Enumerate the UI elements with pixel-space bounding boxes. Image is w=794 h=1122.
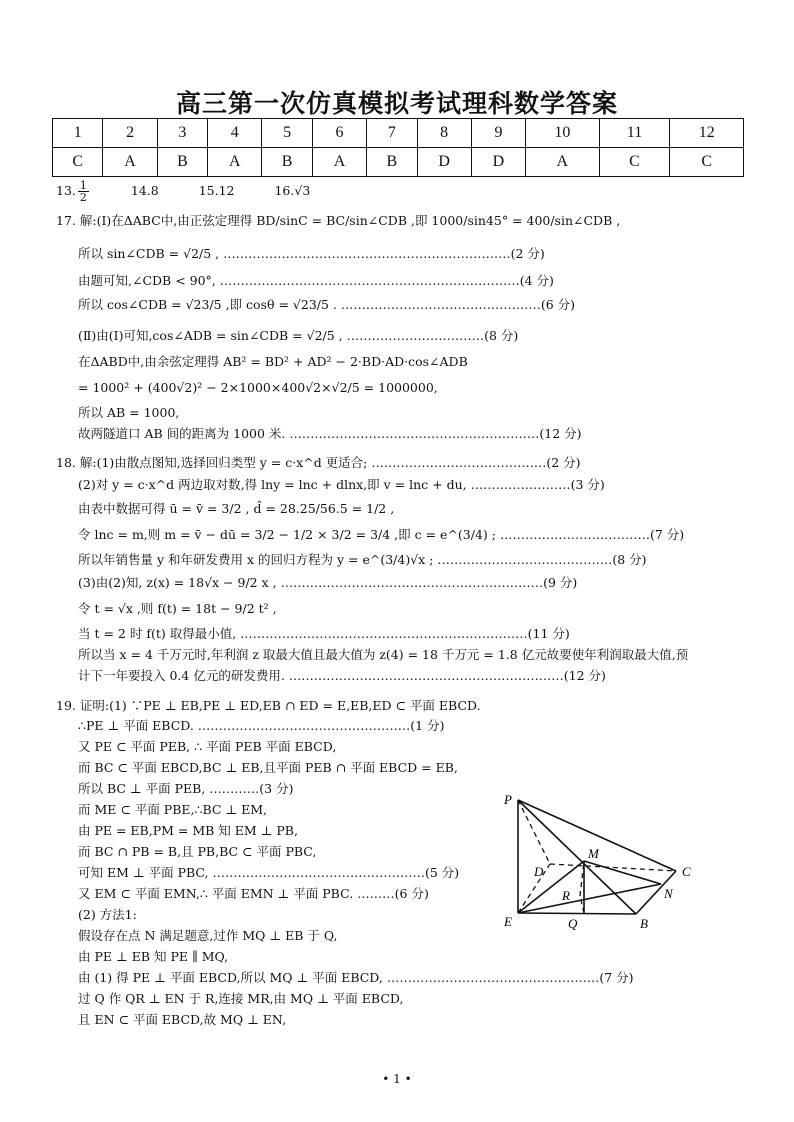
answer-letter-cell: A [208,148,262,177]
label-d: D [534,864,544,879]
answer-letter-cell: A [526,148,599,177]
solution-line: 所以当 x = 4 千万元时,年利润 z 取最大值且最大值为 z(4) = 18 千万元 = 1.8 亿元故要使年利润取最大值,预 [78,647,689,662]
answer-letter-cell: D [417,148,471,177]
solution-line: 由 PE = EB,PM = MB 知 EM ⊥ PB, [78,823,298,838]
solution-line: 当 t = 2 时 f(t) 取得最小值, ……………………………………………………………(11 分) [78,626,570,641]
solution-line: 所以 cos∠CDB = √23/5 ,即 cosθ = √23/5 . …………………………………………(6 分) [78,297,576,312]
q13-numerator: 1 [79,179,87,192]
solution-line: ∴PE ⊥ 平面 EBCD. ……………………………………………(1 分) [78,718,445,733]
solution-line: (2) 方法1: [78,907,137,922]
answer-table [52,118,744,177]
pyramid-figure [496,786,706,936]
label-p: P [504,792,512,807]
solution-line: 故两隧道口 AB 间的距离为 1000 米. ……………………………………………………(12 分) [78,426,582,441]
label-e: E [504,914,512,929]
solution-line: 令 lnc = m,则 m = v̄ − dū = 3/2 − 1/2 × 3/2 = 3/4 ,即 c = e^(3/4) ; ………………………………(7 分) [78,527,685,542]
solution-line: 所以 BC ⊥ 平面 PEB, …………(3 分) [78,781,294,796]
answer-number-cell: 12 [670,119,744,148]
answer-number-cell: 8 [417,119,471,148]
answer-number-cell: 7 [367,119,417,148]
q13-denominator: 2 [79,191,87,204]
answer-number-cell: 6 [312,119,366,148]
q14-answer: 14.8 [130,183,159,198]
label-n: N [664,886,673,901]
solution-line: = 1000² + (400√2)² − 2×1000×400√2×√2/5 = 1000000, [78,380,438,395]
answer-number-cell: 11 [599,119,670,148]
solution-line: 而 ME ⊂ 平面 PBE,∴BC ⊥ EM, [78,802,268,817]
answer-letter-cell: D [471,148,525,177]
solution-line: 假设存在点 N 满足题意,过作 MQ ⊥ EB 于 Q, [78,928,338,943]
answer-number-cell: 10 [526,119,599,148]
solution-line: 17. 解:(Ⅰ)在ΔABC中,由正弦定理得 BD/sinC = BC/sin∠CDB ,即 1000/sin45° = 400/sin∠CDB , [56,213,621,228]
solution-line: 又 PE ⊂ 平面 PEB, ∴ 平面 PEB 平面 EBCD, [78,739,337,754]
answer-letter-cell: B [262,148,312,177]
label-q: Q [568,916,578,931]
solution-line: 由表中数据可得 ū = v̄ = 3/2 , d̂ = 28.25/56.5 = 1/2 , [78,501,395,516]
solution-line: 所以 sin∠CDB = √2/5 , ……………………………………………………………(2 分) [78,246,545,261]
solution-line: 过 Q 作 QR ⊥ EN 于 R,连接 MR,由 MQ ⊥ 平面 EBCD, [78,991,404,1006]
answer-letter-cell: B [157,148,207,177]
solution-line: 所以年销售量 y 和年研发费用 x 的回归方程为 y = e^(3/4)√x ; ……………………………………(8 分) [78,552,647,567]
answer-number-cell: 4 [208,119,262,148]
answer-letter-cell: A [103,148,157,177]
solution-line: 在ΔABD中,由余弦定理得 AB² = BD² + AD² − 2·BD·AD·cos∠ADB [78,354,468,369]
answer-number-cell: 9 [471,119,525,148]
solution-line: 由题可知,∠CDB < 90°, ………………………………………………………………(4 分) [78,273,554,288]
solution-line: 计下一年要投入 0.4 亿元的研发费用. …………………………………………………………(12 分) [78,668,606,683]
solution-line: (Ⅱ)由(Ⅰ)可知,cos∠ADB = sin∠CDB = √2/5 , ……………………………(8 分) [78,328,519,343]
label-r: R [562,888,570,903]
label-m: M [588,846,599,861]
solution-line: (2)对 y = c·x^d 两边取对数,得 lny = lnc + dlnx,即 v = lnc + du, ……………………(3 分) [78,477,605,492]
q13-fraction [78,180,89,203]
answer-letter-cell: C [599,148,670,177]
solution-line: 令 t = √x ,则 f(t) = 18t − 9/2 t² , [78,601,277,616]
answer-letter-cell: C [670,148,744,177]
q16-answer: 16.√3 [274,183,311,198]
solution-line: 且 EN ⊂ 平面 EBCD,故 MQ ⊥ EN, [78,1012,287,1027]
solution-line: (3)由(2)知, z(x) = 18√x − 9/2 x , ………………………………………………………(9 分) [78,575,578,590]
answer-letter-cell: C [53,148,103,177]
answer-number-row [53,119,744,148]
solution-line: 而 BC ⊂ 平面 EBCD,BC ⊥ EB,且平面 PEB ∩ 平面 EBCD = EB, [78,760,458,775]
label-c: C [682,864,691,879]
solution-line: 由 (1) 得 PE ⊥ 平面 EBCD,所以 MQ ⊥ 平面 EBCD, ……………………………………………(7 分) [78,970,634,985]
answer-number-cell: 3 [157,119,207,148]
answer-number-cell: 2 [103,119,157,148]
answer-letter-row [53,148,744,177]
page-title: 高三第一次仿真模拟考试理科数学答案 [175,89,618,118]
label-b: B [640,916,648,931]
solution-line: 又 EM ⊂ 平面 EMN,∴ 平面 EMN ⊥ 平面 PBC. ………(6 分) [78,886,429,901]
q15-answer: 15.12 [198,183,235,198]
page-number: • 1 • [382,1072,412,1086]
solution-line: 而 BC ∩ PB = B,且 PB,BC ⊂ 平面 PBC, [78,844,317,859]
solution-line: 19. 证明:(1) ∵PE ⊥ EB,PE ⊥ ED,EB ∩ ED = E,EB,ED ⊂ 平面 EBCD. [56,698,481,713]
solution-line: 由 PE ⊥ EB 知 PE ∥ MQ, [78,949,229,964]
solution-line: 所以 AB = 1000, [78,405,180,420]
solution-line: 18. 解:(1)由散点图知,选择回归类型 y = c·x^d 更适合; ……………………………………(2 分) [56,455,581,470]
answer-letter-cell: B [367,148,417,177]
fill-in-answers [56,180,310,203]
answer-letter-cell: A [312,148,366,177]
answer-number-cell: 5 [262,119,312,148]
answer-number-cell: 1 [53,119,103,148]
q13-prefix: 13. [56,183,76,198]
solution-line: 可知 EM ⊥ 平面 PBC, ……………………………………………(5 分) [78,865,460,880]
